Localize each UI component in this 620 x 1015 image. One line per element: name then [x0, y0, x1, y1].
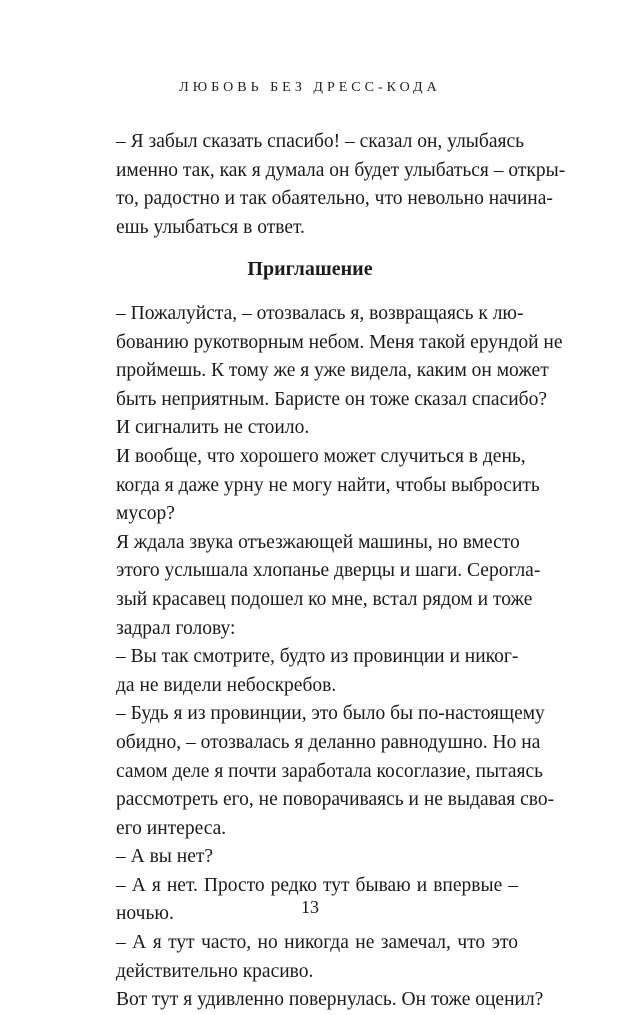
- text-line: – Я забыл сказать спасибо! – сказал он, улыбаясь: [116, 131, 525, 152]
- text-line: рассмотреть его, не поворачиваясь и не выдавая сво-: [116, 789, 555, 811]
- text-line: – Вы так смотрите, будто из провинции и никог-: [116, 646, 519, 668]
- text-line: ночью.: [116, 903, 174, 925]
- text-line: действительно красиво.: [116, 960, 314, 982]
- text-line: мусор?: [116, 503, 175, 525]
- text-line: ешь улыбаться в ответ.: [116, 216, 305, 238]
- text-line: – А вы нет?: [116, 846, 214, 868]
- text-line: – А я нет. Просто редко тут бываю и впервые –: [116, 874, 518, 896]
- text-line: его интереса.: [116, 817, 227, 839]
- text-line: И сигналить не стоило.: [116, 417, 310, 439]
- text-line: бованию рукотворным небом. Меня такой ерундой не: [116, 331, 563, 353]
- text-line: то, радостно и так обаятельно, что невольно начина-: [116, 188, 553, 210]
- text-line: да не видели небоскребов.: [116, 674, 337, 696]
- text-line: – А я тут часто, но никогда не замечал, что это: [116, 932, 518, 954]
- page-number: 13: [301, 897, 319, 917]
- text-line: задрал голову:: [116, 617, 236, 639]
- text-line: этого услышала хлопанье дверцы и шаги. Серогла-: [116, 560, 541, 582]
- text-line: когда я даже урну не могу найти, чтобы выбросить: [116, 474, 540, 496]
- text-line: зый красавец подошел ко мне, встал рядом и тоже: [116, 588, 533, 610]
- text-line: самом деле я почти заработала косоглазие, пытаясь: [116, 760, 544, 782]
- section-heading: Приглашение: [247, 258, 373, 280]
- text-line: именно так, как я думала он будет улыбаться – откры-: [116, 159, 566, 181]
- text-line: проймешь. К тому же я уже видела, каким он может: [116, 360, 549, 382]
- text-line: быть неприятным. Баристе он тоже сказал спасибо?: [116, 388, 548, 410]
- text-line: обидно, – отозвалась я деланно равнодушно. Но на: [116, 731, 541, 753]
- top-paragraph: [116, 128, 566, 242]
- text-line: Я ждала звука отъезжающей машины, но вместо: [116, 531, 520, 553]
- text-line: – Пожалуйста, – отозвалась я, возвращаясь к лю-: [116, 303, 524, 324]
- running-head: ЛЮБОВЬ БЕЗ ДРЕСС-КОДА: [179, 80, 441, 95]
- text-line: Вот тут я удивленно повернулась. Он тоже оценил?: [116, 989, 544, 1011]
- text-line: – Будь я из провинции, это было бы по-настоящему: [116, 703, 545, 725]
- text-line: И вообще, что хорошего может случиться в день,: [116, 445, 526, 467]
